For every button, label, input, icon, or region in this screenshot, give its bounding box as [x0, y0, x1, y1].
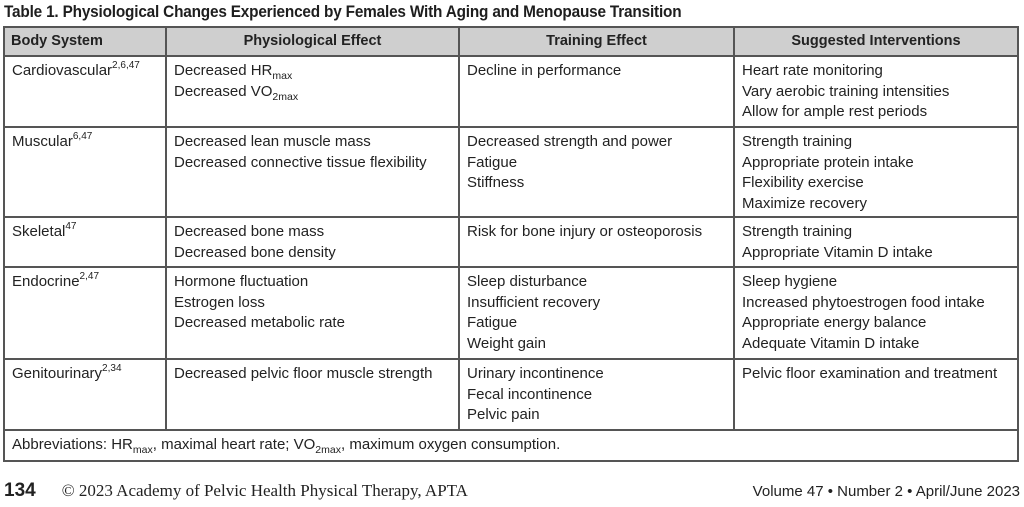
abbreviation-text: , maximal heart rate; VO — [152, 436, 316, 453]
effect-line — [174, 364, 451, 385]
effect-text: Decreased bone mass — [174, 223, 325, 240]
intervention-line: Heart rate monitoring — [742, 62, 883, 79]
intervention-line: Vary aerobic training intensities — [742, 82, 950, 100]
effect-text: Decreased lean muscle mass — [174, 133, 371, 150]
reference-superscript: 6,47 — [72, 131, 93, 142]
effect-line — [174, 153, 451, 174]
cell-physiological-effect — [166, 359, 459, 430]
effect-text: Estrogen loss — [174, 293, 265, 311]
effect-line — [174, 243, 451, 264]
abbreviations-row — [4, 430, 1018, 461]
abbreviation-text: Abbreviations: HR — [12, 436, 133, 453]
effect-subscript: 2max — [272, 90, 299, 103]
intervention-line: Appropriate protein intake — [742, 153, 914, 171]
effect-text: Decreased connective tissue flexibility — [174, 153, 427, 171]
training-line: Sleep disturbance — [467, 273, 588, 290]
intervention-line: Appropriate Vitamin D intake — [742, 243, 933, 261]
header-physiological-effect: Physiological Effect — [166, 27, 459, 56]
body-system-name: Cardiovascular — [12, 62, 113, 79]
body-system-name: Endocrine — [12, 273, 80, 290]
training-line: Fatigue — [467, 314, 518, 331]
training-line: Decreased strength and power — [467, 133, 673, 150]
table-row — [4, 127, 1018, 217]
cell-physiological-effect — [166, 127, 459, 217]
body-system-name: Muscular — [12, 133, 73, 150]
cell-physiological-effect — [166, 217, 459, 267]
training-line: Urinary incontinence — [467, 365, 604, 382]
effect-subscript: max — [272, 70, 293, 82]
header-training-effect: Training Effect — [459, 27, 734, 56]
effect-line — [174, 313, 451, 334]
intervention-line: Adequate Vitamin D intake — [742, 334, 920, 352]
cell-body-system — [4, 267, 166, 359]
training-line: Insufficient recovery — [467, 293, 601, 311]
cell-body-system — [4, 127, 166, 217]
table-row — [4, 359, 1018, 430]
cell-training-effect — [459, 127, 734, 217]
effect-text: Decreased pelvic floor muscle strength — [174, 365, 433, 382]
intervention-line: Strength training — [742, 223, 853, 240]
training-line: Risk for bone injury or osteoporosis — [467, 223, 703, 240]
header-suggested-interventions: Suggested Interventions — [734, 27, 1018, 56]
body-system-name: Genitourinary — [12, 365, 103, 382]
footer-left — [4, 480, 468, 502]
intervention-line: Strength training — [742, 133, 853, 150]
abbreviation-text: , maximum oxygen consumption. — [340, 436, 561, 453]
reference-superscript: 47 — [65, 221, 77, 232]
table-header-row — [4, 27, 1018, 56]
abbreviations-note — [4, 430, 1018, 461]
intervention-line: Sleep hygiene — [742, 273, 838, 290]
table-row — [4, 56, 1018, 127]
effect-text: Decreased bone density — [174, 243, 336, 261]
table-body — [4, 56, 1018, 430]
table-row — [4, 267, 1018, 359]
training-line: Pelvic pain — [467, 406, 540, 423]
issue-info: Volume 47 • Number 2 • April/June 2023 — [752, 483, 1020, 500]
physiological-changes-table — [3, 26, 1019, 462]
copyright-text: © 2023 Academy of Pelvic Health Physical Therapy, APTA — [61, 481, 468, 500]
abbreviation-subscript: max — [132, 444, 153, 456]
table-row — [4, 217, 1018, 267]
intervention-line: Pelvic floor examination and treatment — [742, 365, 998, 382]
intervention-line: Increased phytoestrogen food intake — [742, 293, 985, 311]
training-line: Weight gain — [467, 334, 546, 352]
abbreviation-subscript: 2max — [315, 444, 341, 456]
cell-suggested-interventions — [734, 56, 1018, 127]
body-system-name: Skeletal — [12, 223, 66, 240]
training-line: Fatigue — [467, 153, 518, 171]
effect-line — [174, 132, 451, 153]
cell-training-effect — [459, 359, 734, 430]
reference-superscript: 2,47 — [79, 271, 100, 282]
effect-text: Decreased metabolic rate — [174, 314, 345, 331]
cell-suggested-interventions — [734, 359, 1018, 430]
cell-suggested-interventions — [734, 127, 1018, 217]
cell-suggested-interventions — [734, 217, 1018, 267]
effect-line — [174, 222, 451, 243]
page-number: 134 — [4, 480, 36, 501]
cell-training-effect — [459, 217, 734, 267]
training-line: Fecal incontinence — [467, 385, 593, 403]
effect-line — [174, 82, 451, 103]
training-line: Decline in performance — [467, 62, 622, 79]
cell-body-system — [4, 359, 166, 430]
effect-text: Decreased HR — [174, 62, 273, 79]
header-body-system: Body System — [4, 27, 166, 56]
effect-text: Decreased VO — [174, 82, 273, 100]
training-line: Stiffness — [467, 174, 525, 191]
cell-suggested-interventions — [734, 267, 1018, 359]
effect-text: Hormone fluctuation — [174, 273, 309, 290]
cell-body-system — [4, 56, 166, 127]
cell-training-effect — [459, 56, 734, 127]
cell-training-effect — [459, 267, 734, 359]
intervention-line: Flexibility exercise — [742, 174, 864, 191]
cell-physiological-effect — [166, 56, 459, 127]
intervention-line: Allow for ample rest periods — [742, 103, 928, 120]
reference-superscript: 2,34 — [102, 363, 122, 374]
reference-superscript: 2,6,47 — [112, 60, 140, 71]
cell-body-system — [4, 217, 166, 267]
cell-physiological-effect — [166, 267, 459, 359]
effect-line — [174, 293, 451, 314]
intervention-line: Maximize recovery — [742, 194, 868, 212]
effect-line — [174, 61, 451, 82]
effect-line — [174, 272, 451, 293]
intervention-line: Appropriate energy balance — [742, 314, 927, 331]
table-title: Table 1. Physiological Changes Experienced by Females With Aging and Menopause Transition — [4, 3, 682, 21]
